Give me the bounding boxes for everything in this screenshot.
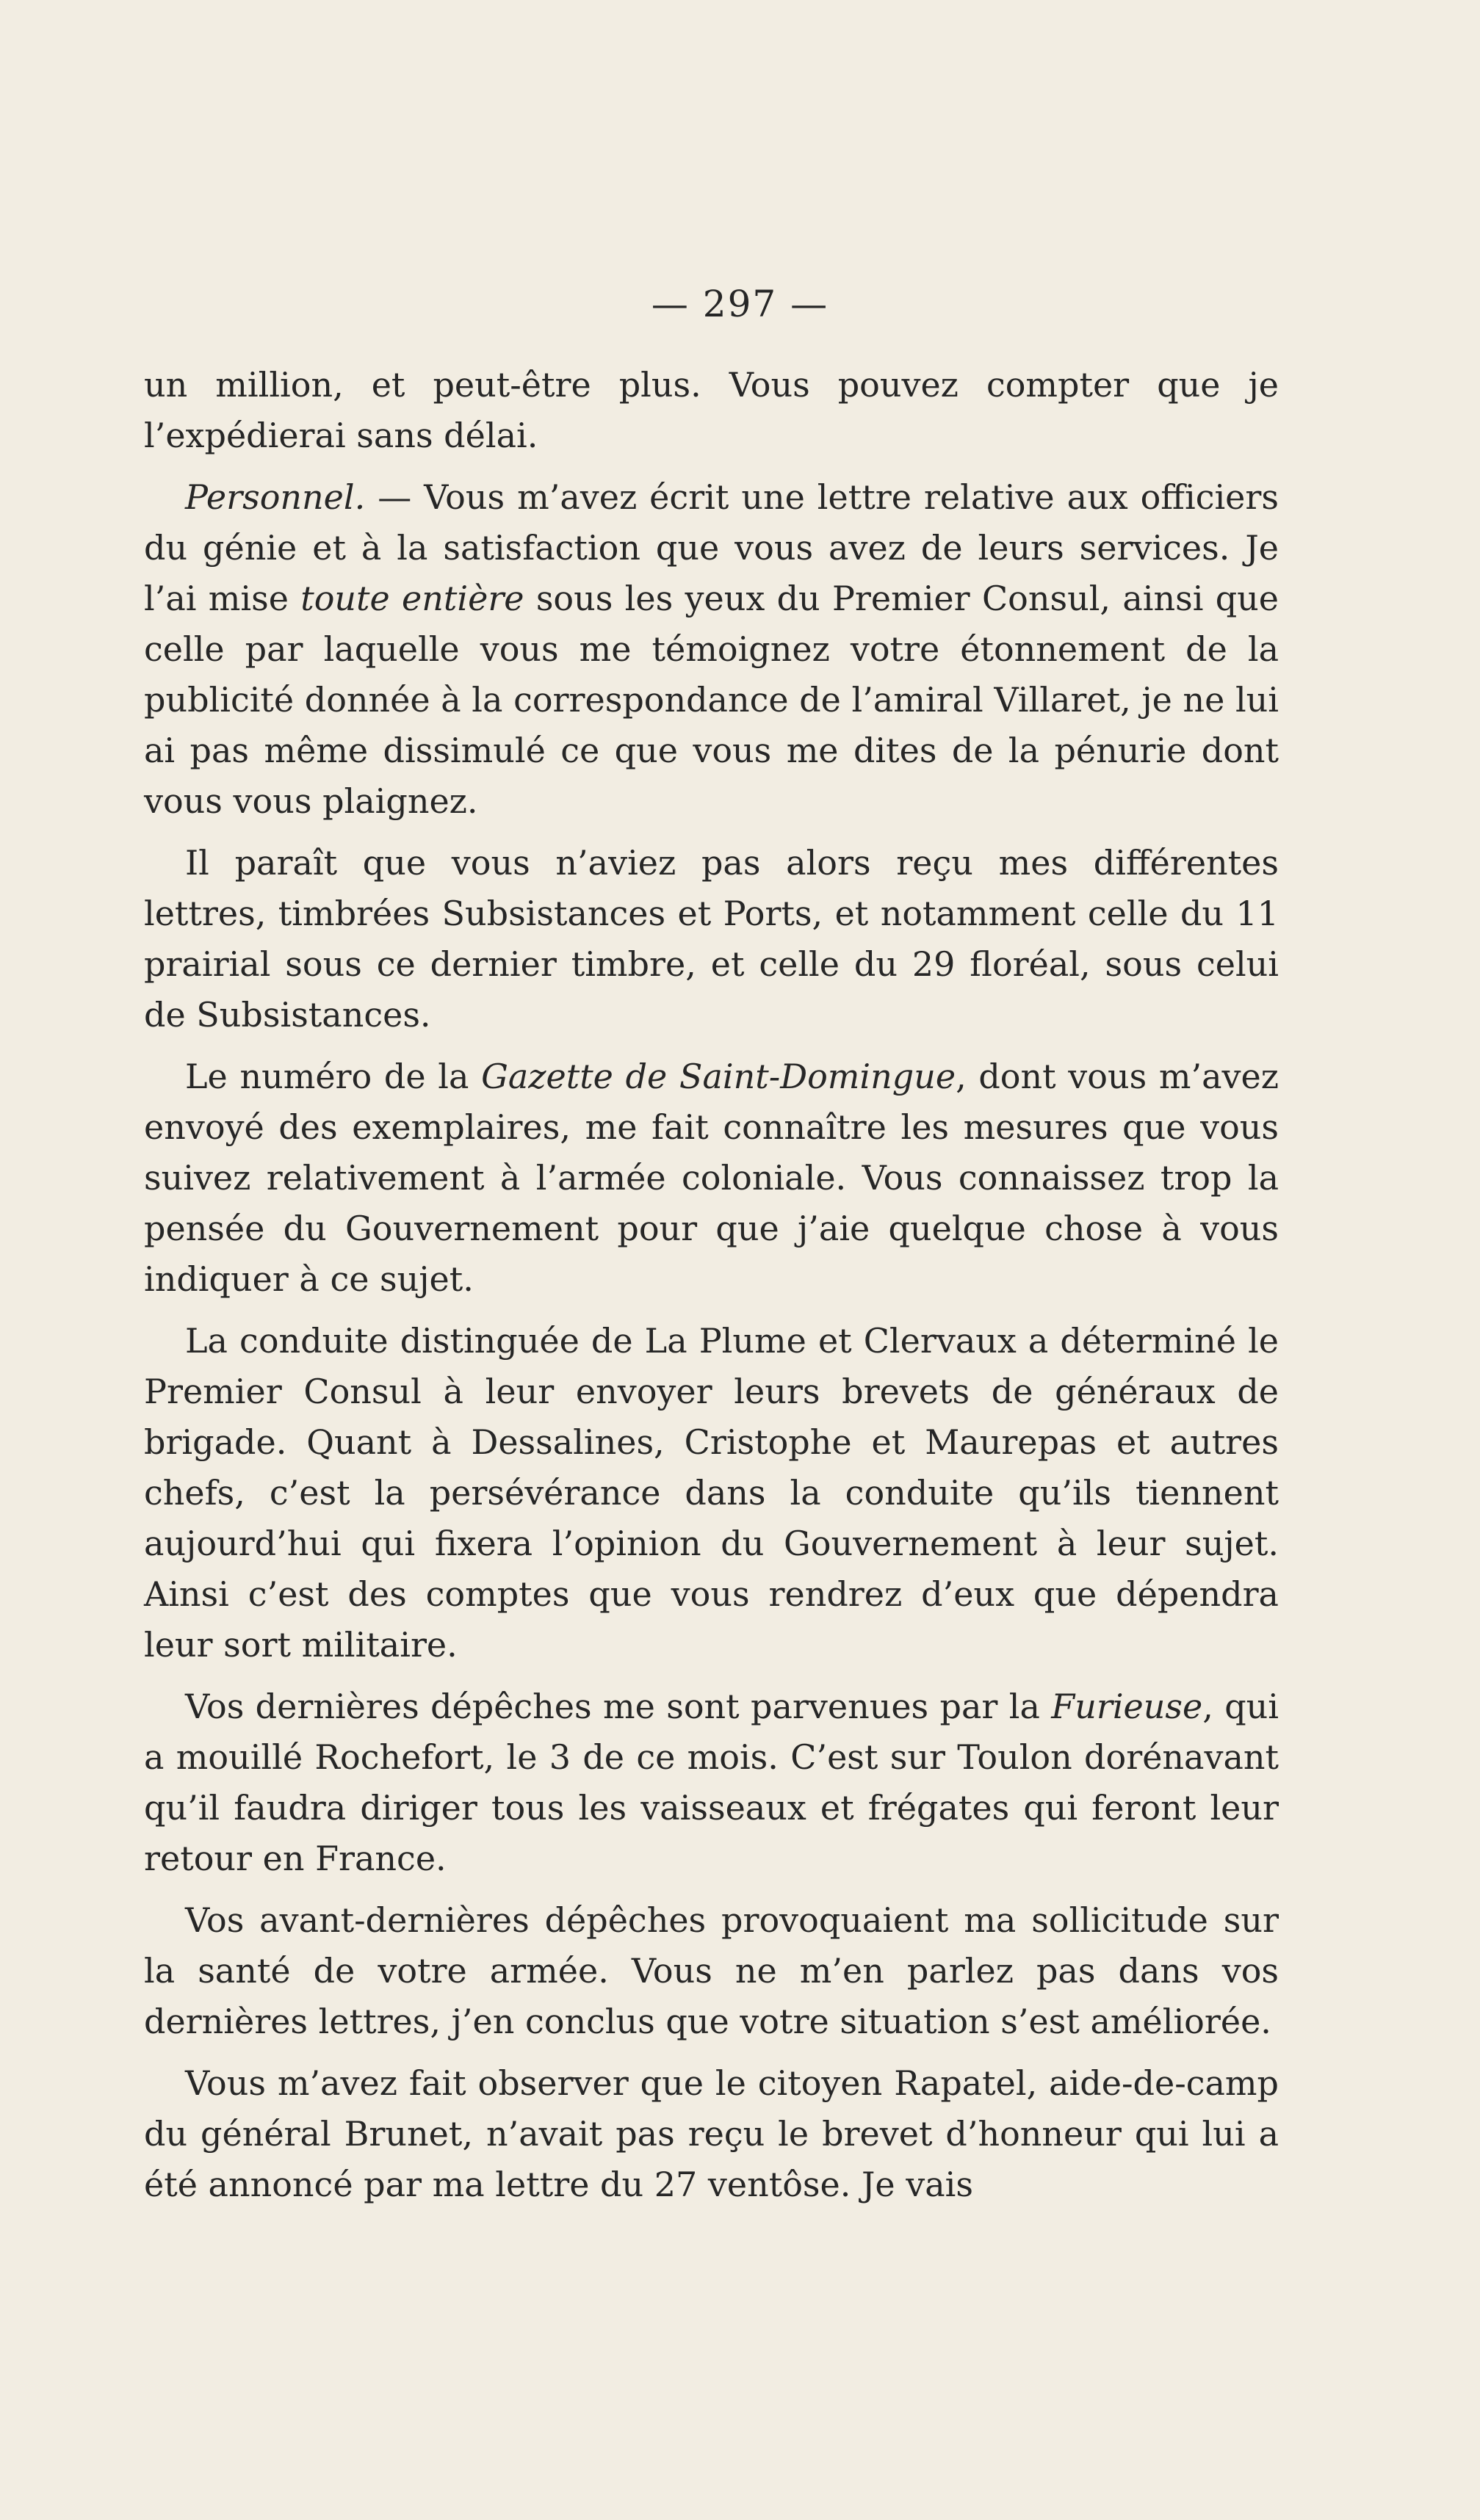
- italic-text-run: Furieuse: [1051, 1687, 1203, 1726]
- paragraph: [144, 1316, 1279, 1670]
- text-run: , qui a mouillé Rochefort, le 3 de ce mois. C’est sur Toulon dorénavant qu’il faudra diriger tous les vaisseaux et frégates qui feront leur retour en France.: [144, 1687, 1279, 1878]
- paragraph: [144, 1051, 1279, 1305]
- text-run: Vous m’avez fait observer que le citoyen Rapatel, aide-de-camp du général Brunet, n’avait pas reçu le brevet d’honneur qui lui a été annoncé par ma lettre du 27 ventôse. Je vais: [144, 2063, 1279, 2204]
- paragraph: [144, 360, 1279, 461]
- body-text: [144, 360, 1279, 2221]
- italic-text-run: Personnel.: [185, 477, 366, 517]
- text-run: Le numéro de la: [185, 1057, 482, 1096]
- text-run: Il paraît que vous n’aviez pas alors reçu mes différentes lettres, timbrées Subsistances et Ports, et notamment celle du 11 prairial sous ce dernier timbre, et celle du 29 floréal, sous celui de Subsistances.: [144, 843, 1279, 1035]
- text-run: Vos dernières dépêches me sont parvenues par la: [185, 1687, 1052, 1726]
- paragraph: [144, 2058, 1279, 2210]
- text-run: La conduite distinguée de La Plume et Clervaux a déterminé le Premier Consul à leur envoyer leurs brevets de généraux de brigade. Quant à Dessalines, Cristophe et Maurepas et autres chefs, c’est la persévérance dans la conduite qu’ils tiennent aujourd’hui qui fixera l’opinion du Gouvernement à leur sujet. Ainsi c’est des comptes que vous rendrez d’eux que dépendra leur sort militaire.: [144, 1321, 1279, 1665]
- page-number: — 297 —: [651, 283, 829, 325]
- paragraph: [144, 1895, 1279, 2047]
- text-run: Vos avant-dernières dépêches provoquaient ma sollicitude sur la santé de votre armée. Vous ne m’en parlez pas dans vos dernières lettres, j’en conclus que votre situation s’est améliorée.: [144, 1900, 1279, 2041]
- paragraph: [144, 1681, 1279, 1884]
- text-run: un million, et peut-être plus. Vous pouvez compter que je l’expédierai sans délai.: [144, 365, 1279, 455]
- paragraph: [144, 472, 1279, 827]
- text-run: , dont vous m’avez envoyé des exemplaires, me fait connaître les mesures que vous suivez relativement à l’armée coloniale. Vous connaissez trop la pensée du Gouvernement pour que j’aie quelque chose à vous indiquer à ce sujet.: [144, 1057, 1279, 1299]
- text-run: — Vous m’avez écrit une lettre relative aux officiers du génie et à la satisfaction que vous avez de leurs services. Je l’ai mise: [144, 477, 1279, 618]
- italic-text-run: toute entière: [300, 579, 524, 618]
- text-run: sous les yeux du Premier Consul, ainsi que celle par laquelle vous me témoignez votre étonnement de la publicité donnée à la correspondance de l’amiral Villaret, je ne lui ai pas même dissimulé ce que vous me dites de la pénurie dont vous vous plaignez.: [144, 579, 1279, 821]
- paragraph: [144, 838, 1279, 1040]
- italic-text-run: Gazette de Saint-Domingue: [481, 1057, 956, 1096]
